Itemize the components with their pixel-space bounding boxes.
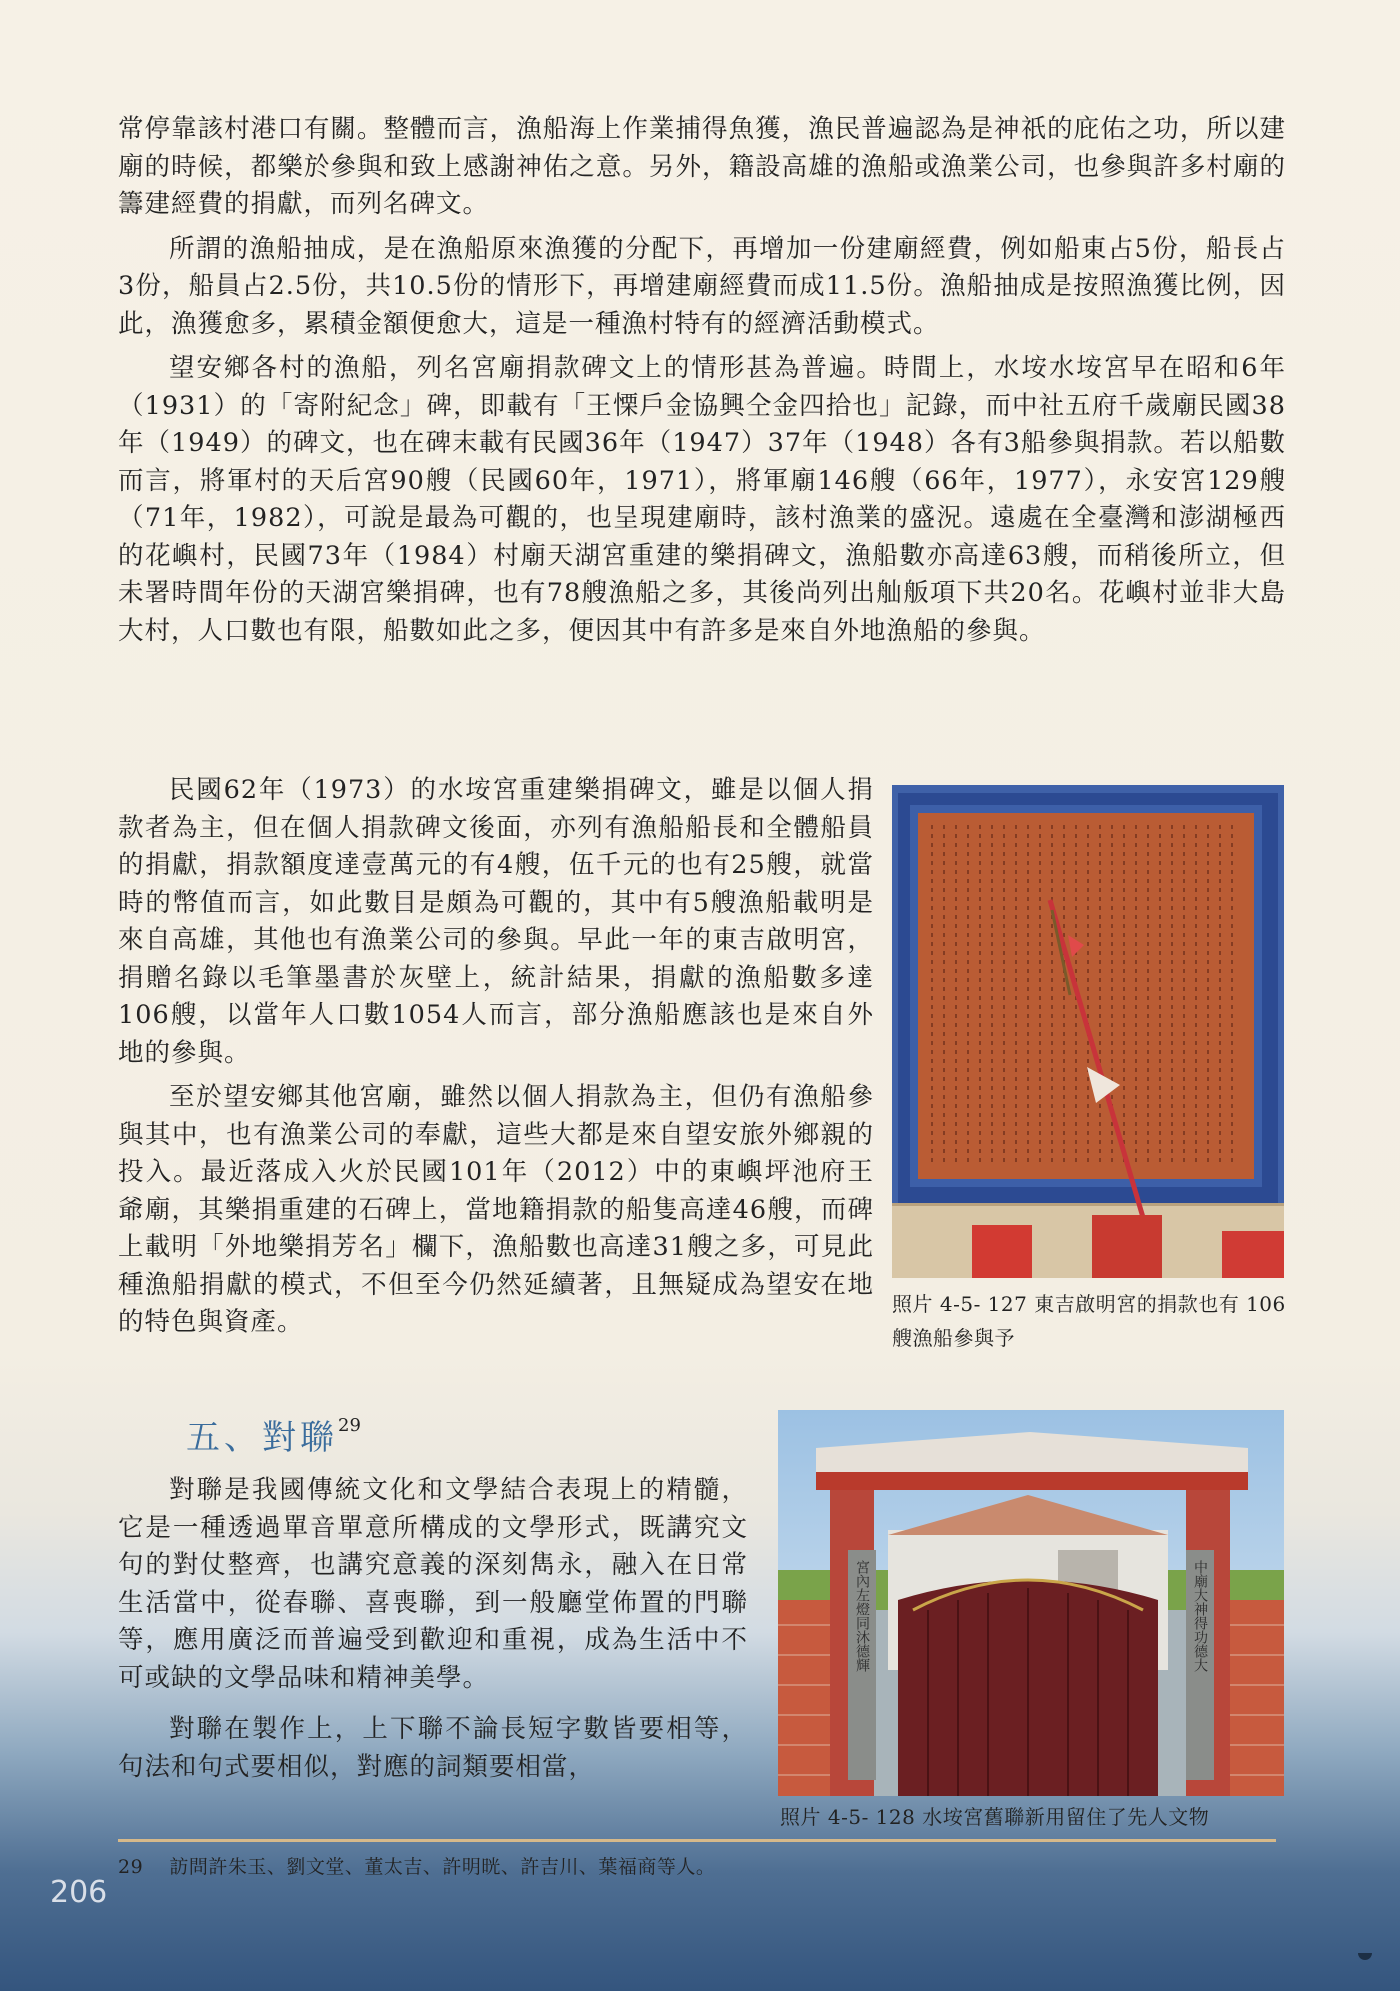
footnote: [118, 1852, 715, 1879]
paragraph-4: 民國62年（1973）的水垵宮重建樂捐碑文，雖是以個人捐款者為主，但在個人捐款碑文後面，亦列有漁船船長和全體船員的捐獻，捐款額度達壹萬元的有4艘，伍千元的也有25艘，就當時的幣值而言，如此數目是頗為可觀的，其中有5艘漁船載明是來自高雄，其他也有漁業公司的參與。早此一年的東吉啟明宮，捐贈名錄以毛筆墨書於灰壁上，統計結果，捐獻的漁船數多達106艘，以當年人口數1054人而言，部分漁船應該也是來自外地的參與。: [118, 775, 874, 1068]
caption-photo-donation-board: 照片 4-5- 127 東吉啟明宮的捐款也有 106 艘漁船參與予: [892, 1292, 1286, 1350]
couplet-right: 中廟大神得功德大: [1192, 1560, 1208, 1672]
paragraph-3: 望安鄉各村的漁船，列名宮廟捐款碑文上的情形甚為普遍。時間上，水垵水垵宮早在昭和6年（1931）的「寄附紀念」碑，即載有「王慄戶金協興仝金四拾也」記錄，而中社五府千歲廟民國38年（1949）的碑文，也在碑末載有民國36年（1947）37年（1948）各有3船參與捐款。若以船數而言，將軍村的天后宮90艘（民國60年，1971），將軍廟146艘（66年，1977），永安宮129艘（71年，1982），可說是最為可觀的，也呈現建廟時，該村漁業的盛況。遠處在全臺灣和澎湖極西的花嶼村，民國73年（1984）村廟天湖宮重建的樂捐碑文，漁船數亦高達63艘，而稍後所立，但未署時間年份的天湖宮樂捐碑，也有78艘漁船之多，其後尚列出舢舨項下共20名。花嶼村並非大島大村，人口數也有限，船數如此之多，便因其中有許多是來自外地漁船的參與。: [118, 353, 1286, 646]
paragraph-2: 所謂的漁船抽成，是在漁船原來漁獲的分配下，再增加一份建廟經費，例如船東占5份，船長占3份，船員占2.5份，共10.5份的情形下，再增建廟經費而成11.5份。漁船抽成是按照漁獲比例，因此，漁獲愈多，累積金額便愈大，這是一種漁村特有的經濟活動模式。: [118, 233, 1286, 339]
paragraph-6: 對聯是我國傳統文化和文學結合表現上的精髓，它是一種透過單音單意所構成的文學形式，既講究文句的對仗整齊，也講究意義的深刻雋永，融入在日常生活當中，從春聯、喜喪聯，到一般廳堂佈置的門聯等，應用廣泛而普遍受到歡迎和重視，成為生活中不可或缺的文學品味和精神美學。: [118, 1475, 748, 1693]
main-text-bottom: [118, 1472, 748, 1786]
photo-donation-board: [892, 785, 1284, 1278]
main-text-top: [118, 111, 1286, 650]
footnote-number: 29: [118, 1856, 144, 1878]
section-title: 五、對聯: [186, 1418, 338, 1458]
couplet-left: 宮內左燈同沐德輝: [854, 1560, 870, 1672]
footnote-reference: 29: [338, 1415, 361, 1436]
section-heading: [186, 1410, 361, 1459]
boat-icon: [1358, 1953, 1372, 1960]
photo-temple-gate: [778, 1410, 1284, 1796]
caption-photo-temple-gate: 照片 4-5- 128 水垵宮舊聯新用留住了先人文物: [780, 1805, 1210, 1829]
page-number: 206: [50, 1875, 108, 1910]
footnote-divider: [118, 1839, 1276, 1842]
paragraph-5: 至於望安鄉其他宮廟，雖然以個人捐款為主，但仍有漁船參與其中，也有漁業公司的奉獻，這些大都是來自望安旅外鄉親的投入。最近落成入火於民國101年（2012）中的東嶼坪池府王爺廟，其樂捐重建的石碑上，當地籍捐款的船隻高達46艘，而碑上載明「外地樂捐芳名」欄下，漁船數也高達31艘之多，可見此種漁船捐獻的模式，不但至今仍然延續著，且無疑成為望安在地的特色與資產。: [118, 1082, 874, 1337]
paragraph-1: 常停靠該村港口有關。整體而言，漁船海上作業捕得魚獲，漁民普遍認為是神祇的庇佑之功，所以建廟的時候，都樂於參與和致上感謝神佑之意。另外，籍設高雄的漁船或漁業公司，也參與許多村廟的籌建經費的捐獻，而列名碑文。: [118, 114, 1286, 219]
footnote-text: 訪問許朱玉、劉文堂、董太吉、許明晄、許吉川、葉福商等人。: [169, 1856, 716, 1878]
main-text-middle: [118, 772, 874, 1342]
paragraph-7: 對聯在製作上，上下聯不論長短字數皆要相等，句法和句式要相似，對應的詞類要相當，: [118, 1714, 748, 1782]
